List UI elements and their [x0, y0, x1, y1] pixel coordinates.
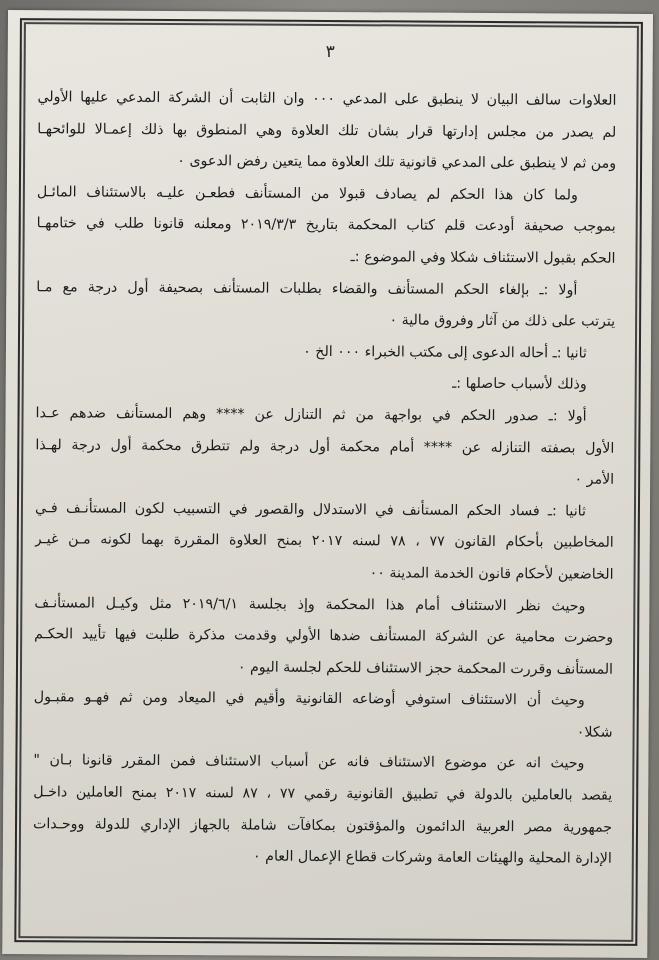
text-line: ثانيا :ـ أحاله الدعوى إلى مكتب الخبراء ٠٠٠ الخ ٠ — [303, 343, 587, 362]
text-line: ثانيا :ـ فساد الحكم المستأنف في الاستدلال والقصور في التسبيب لكون المستأنـف فـي — [34, 499, 587, 520]
text-line: لم يصدر من مجلس إدارتها قرار بشان تلك العلاوة وهي المنطوق بها ذلك إعمـالا للوائحهـا — [37, 120, 617, 141]
text-line: وحيث انه عن موضوع الاستئناف فانه عن أسباب الاستئناف فمن المقرر قانونا بـان " — [33, 752, 585, 773]
text-line: الخاضعين لأحكام قانون الخدمة المدينة ٠٠ — [369, 565, 614, 583]
text-line: الحكم بقبول الاستئناف شكلا وفي الموضوع :ـ — [350, 249, 616, 267]
page-number: ٣ — [325, 41, 335, 63]
text-line: يترتب على ذلك من آثار وفروق مالية ٠ — [389, 312, 616, 330]
text-line: شكلا٠ — [576, 724, 613, 741]
text-line: أولا :ـ صدور الحكم في بواجهة من ثم التنازل عن **** وهم المستأنف ضدهم عـدا — [35, 405, 587, 425]
text-line: يقصد بالعاملين بالدولة في تطبيق القانونية رقمي ٧٧ ، ٨٧ لسنه ٢٠١٧ بمنح العاملين داخـل — [33, 784, 613, 804]
text-line: الإدارة المحلية والهيئات العامة وشركات قطاع الإعمال العام ٠ — [253, 848, 612, 867]
text-line: ومن ثم لا ينطبق على المدعي قانونية تلك العلاوة مما يتعين رفض الدعوى ٠ — [177, 153, 617, 172]
text-line: وحيث نظر الاستئناف أمام هذا المحكمة وإذ بجلسة ٢٠١٩/٦/١ مثل وكيـل المستأنـف — [34, 594, 586, 615]
text-line: أولا :ـ بإلغاء الحكم المستأنف والقضاء بطلبات المستأنف بصحيفة أول درجة مع مـا — [36, 278, 578, 299]
text-line: وحيث أن الاستئناف استوفي أوضاعه القانونية وأقيم في الميعاد ومن ثم فهـو مقبـول — [33, 689, 585, 709]
text-line: جمهورية مصر العربية الدائمون والمؤقتون بمكافآت شاملة بالجهاز الإداري للدولة ووحـدات — [32, 815, 613, 836]
text-line: الأمر ٠ — [574, 471, 615, 488]
text-line: الأول بصفته التنازله عن **** أمام محكمة أول درجة ولم تتطرق محكمة أول درجة لهـذا — [35, 436, 615, 457]
document-body — [33, 82, 617, 875]
text-line: ولما كان هذا الحكم لم يصادف قبولا من المستأنف فطعـن عليـه بالاستئناف المائـل — [36, 183, 578, 204]
text-line: وحضرت محامية عن الشركة المستأنف ضدها الأولي وقدمت مذكرة طلبت فيها تأييد الحكـم — [34, 626, 614, 646]
text-line: المخاطبين بأحكام القانون ٧٧ ، ٧٨ لسنه ٢٠١٧ بمنح العلاوة المقررة بهما لكونه مـن غيـر — [34, 531, 614, 552]
text-line: المستأنف وقررت المحكمة حجز الاستئناف للحكم لجلسة اليوم ٠ — [237, 659, 614, 678]
text-line: العلاوات سالف البيان لا ينطبق على المدعي ٠٠٠ وان الثابت أن الشركة المدعي عليها الأولي — [37, 89, 617, 109]
document-page — [2, 10, 653, 958]
text-line: بموجب صحيفة أودعت قلم كتاب المحكمة بتاريخ ٢٠١٩/٣/٣ ومعلنه قانونا طلب في ختامهـا — [36, 215, 616, 236]
text-line: وذلك لأسباب حاصلها :ـ — [452, 376, 587, 393]
